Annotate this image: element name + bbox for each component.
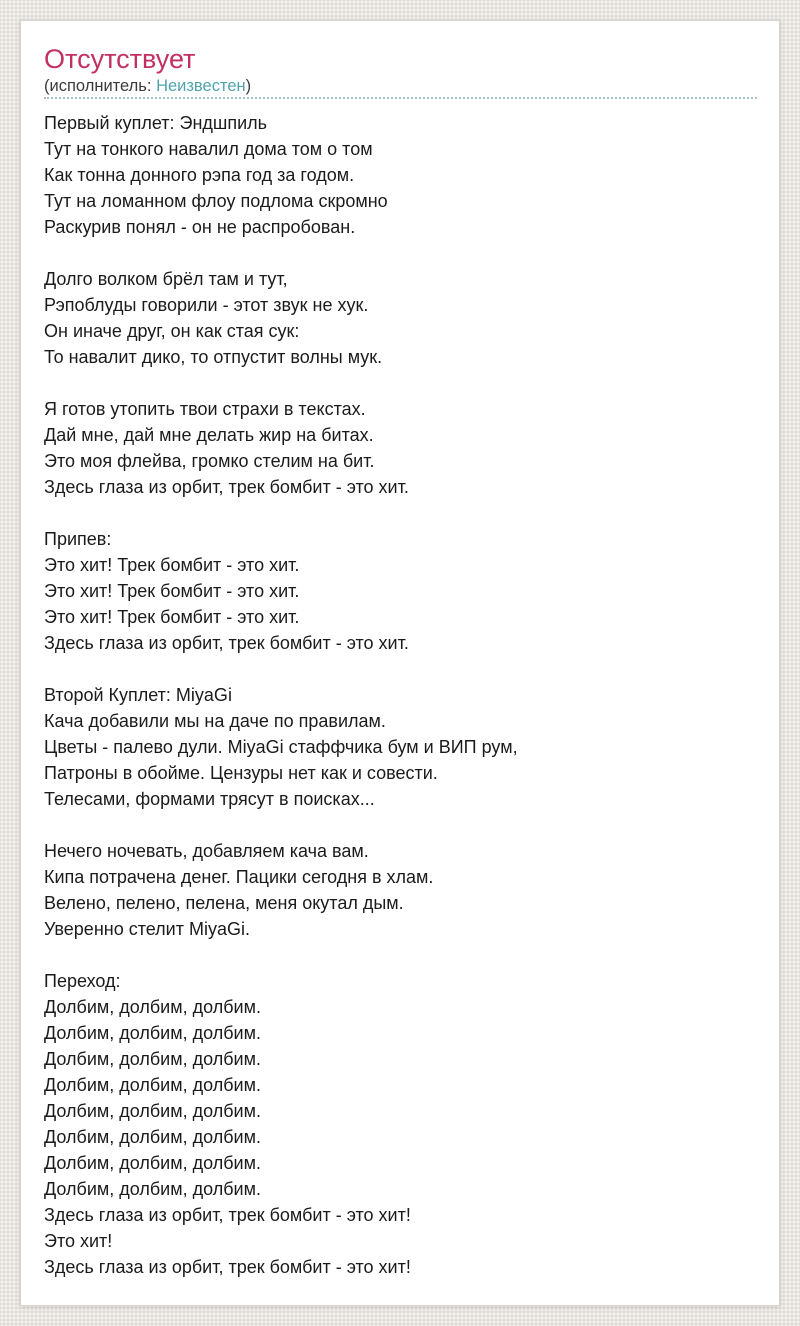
lyric-line: Это хит! Трек бомбит - это хит. <box>44 581 300 601</box>
lyric-line: Это хит! Трек бомбит - это хит. <box>44 555 300 575</box>
lyric-line: Тут на ломанном флоу подлома скромно <box>44 191 388 211</box>
lyric-line: Долбим, долбим, долбим. <box>44 1153 261 1173</box>
lyric-line-blank <box>44 370 757 396</box>
lyric-line: Как тонна донного рэпа год за годом. <box>44 165 355 185</box>
lyric-line-blank <box>44 240 757 266</box>
lyric-line: Первый куплет: Эндшпиль <box>44 113 268 133</box>
lyric-line: Долбим, долбим, долбим. <box>44 1101 261 1121</box>
lyric-line: Это хит! Трек бомбит - это хит. <box>44 607 300 627</box>
lyric-line: Переход: <box>44 971 121 991</box>
lyric-line: Здесь глаза из орбит, трек бомбит - это хит. <box>44 633 409 653</box>
lyric-line: Велено, пелено, пелена, меня окутал дым. <box>44 893 404 913</box>
lyric-line: Он иначе друг, он как стая сук: <box>44 321 300 341</box>
artist-label-close: ) <box>245 77 252 95</box>
lyric-line: Это хит! <box>44 1231 113 1251</box>
lyric-line: То навалит дико, то отпустит волны мук. <box>44 347 383 367</box>
lyric-line: Цветы - палево дули. MiyaGi стаффчика бум и ВИП рум, <box>44 737 518 757</box>
lyric-line: Долбим, долбим, долбим. <box>44 997 261 1017</box>
dotted-divider <box>44 97 757 99</box>
lyric-line-blank <box>44 942 757 968</box>
lyric-line: Кипа потрачена денег. Пацики сегодня в хлам. <box>44 867 434 887</box>
lyric-line: Здесь глаза из орбит, трек бомбит - это хит! <box>44 1205 411 1225</box>
lyric-line: Здесь глаза из орбит, трек бомбит - это хит. <box>44 477 409 497</box>
lyric-line: Я готов утопить твои страхи в текстах. <box>44 399 366 419</box>
lyric-line: Патроны в обойме. Цензуры нет как и совести. <box>44 763 438 783</box>
lyric-line: Это моя флейва, громко стелим на бит. <box>44 451 375 471</box>
lyric-line: Долбим, долбим, долбим. <box>44 1023 261 1043</box>
lyric-line: Долбим, долбим, долбим. <box>44 1075 261 1095</box>
artist-label-open: (исполнитель: <box>44 77 157 95</box>
lyric-line-blank <box>44 656 757 682</box>
song-title: Отсутствует <box>44 44 196 74</box>
lyric-line: Раскурив понял - он не распробован. <box>44 217 356 237</box>
lyric-line: Уверенно стелит MiyaGi. <box>44 919 250 939</box>
lyric-line: Дай мне, дай мне делать жир на битах. <box>44 425 374 445</box>
lyric-line: Припев: <box>44 529 112 549</box>
lyric-line: Здесь глаза из орбит, трек бомбит - это хит! <box>44 1257 411 1277</box>
lyric-line: Долбим, долбим, долбим. <box>44 1127 261 1147</box>
lyric-line: Рэпоблуды говорили - этот звук не хук. <box>44 295 369 315</box>
lyrics-card <box>20 20 780 1306</box>
lyric-line: Кача добавили мы на даче по правилам. <box>44 711 386 731</box>
lyric-line: Долбим, долбим, долбим. <box>44 1049 261 1069</box>
lyric-line: Нечего ночевать, добавляем кача вам. <box>44 841 369 861</box>
lyric-line: Телесами, формами трясут в поисках... <box>44 789 375 809</box>
lyric-line: Долго волком брёл там и тут, <box>44 269 288 289</box>
lyric-line-blank <box>44 500 757 526</box>
lyric-line-blank <box>44 812 757 838</box>
artist-link[interactable]: Неизвестен <box>156 77 246 95</box>
lyric-line: Второй Куплет: MiyaGi <box>44 685 232 705</box>
lyric-line: Долбим, долбим, долбим. <box>44 1179 261 1199</box>
lyrics-text <box>44 110 757 1280</box>
lyric-line: Тут на тонкого навалил дома том о том <box>44 139 373 159</box>
artist-line <box>44 76 757 96</box>
